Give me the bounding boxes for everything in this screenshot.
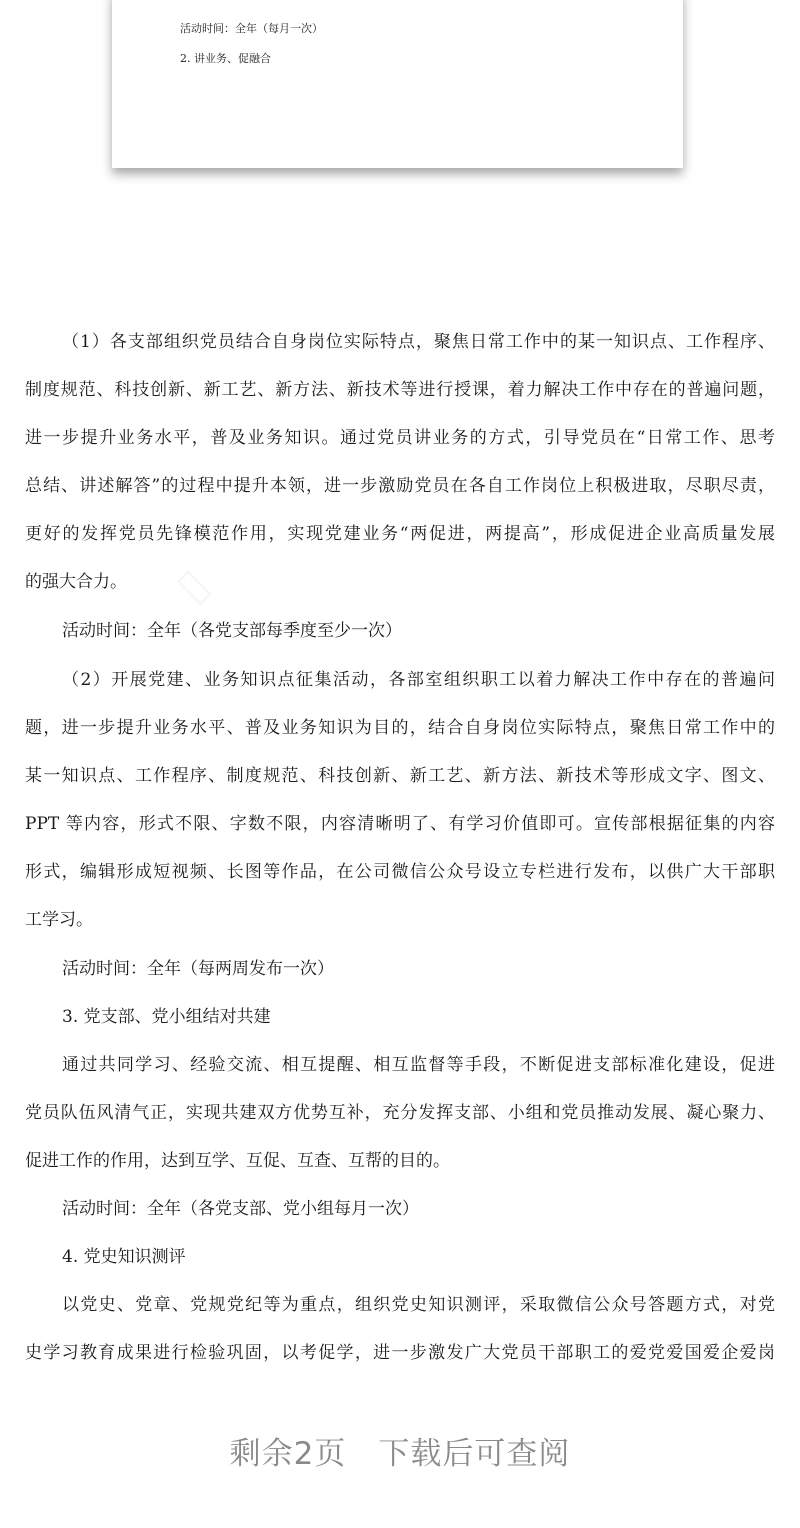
- remaining-pages-notice[interactable]: 剩余2页 下载后可查阅: [229, 1436, 571, 1472]
- section-heading: 4. 党史知识测评: [62, 1247, 186, 1267]
- paragraph-line: PPT 等内容，形式不限、字数不限，内容清晰明了、有学习价值即可。宣传部根据征集的内容: [25, 814, 775, 834]
- paragraph-line: 题，进一步提升业务水平、普及业务知识为目的，结合自身岗位实际特点，聚焦日常工作中的: [25, 718, 775, 738]
- paragraph-line: 形式，编辑形成短视频、长图等作品，在公司微信公众号设立专栏进行发布，以供广大干部职: [25, 862, 775, 882]
- paragraph-line: 党员队伍风清气正，实现共建双方优势互补，充分发挥支部、小组和党员推动发展、凝心聚力、: [25, 1103, 775, 1123]
- paragraph-line: 史学习教育成果进行检验巩固，以考促学，进一步激发广大党员干部职工的爱党爱国爱企爱岗: [25, 1343, 775, 1363]
- activity-time: 活动时间：全年（各党支部、党小组每月一次）: [62, 1199, 419, 1219]
- card-activity-time: 活动时间：全年（每月一次）: [180, 22, 323, 35]
- paragraph-line: 通过共同学习、经验交流、相互提醒、相互监督等手段，不断促进支部标准化建设，促进: [62, 1055, 775, 1075]
- preview-page-card: [112, 0, 683, 168]
- paragraph-line: （2）开展党建、业务知识点征集活动，各部室组织职工以着力解决工作中存在的普遍问: [62, 670, 775, 690]
- paragraph-line: 总结、讲述解答”的过程中提升本领，进一步激励党员在各自工作岗位上积极进取，尽职尽责，: [25, 476, 775, 496]
- activity-time: 活动时间：全年（各党支部每季度至少一次）: [62, 621, 402, 641]
- paragraph-line: 制度规范、科技创新、新工艺、新方法、新技术等进行授课，着力解决工作中存在的普遍问题，: [25, 380, 775, 400]
- paragraph-line: 工学习。: [25, 910, 93, 930]
- paragraph-line: 某一知识点、工作程序、制度规范、科技创新、新工艺、新方法、新技术等形成文字、图文、: [25, 766, 775, 786]
- paragraph-line: 以党史、党章、党规党纪等为重点，组织党史知识测评，采取微信公众号答题方式，对党: [62, 1295, 775, 1315]
- paragraph-line: （1）各支部组织党员结合自身岗位实际特点，聚焦日常工作中的某一知识点、工作程序、: [62, 332, 775, 352]
- paragraph-line: 更好的发挥党员先锋模范作用，实现党建业务“两促进，两提高”，形成促进企业高质量发展: [25, 524, 775, 544]
- activity-time: 活动时间：全年（每两周发布一次）: [62, 959, 334, 979]
- paragraph-line: 促进工作的作用，达到互学、互促、互查、互帮的目的。: [25, 1151, 450, 1171]
- paragraph-line: 进一步提升业务水平，普及业务知识。通过党员讲业务的方式，引导党员在“日常工作、思考: [25, 428, 775, 448]
- card-section-heading: 2. 讲业务、促融合: [180, 52, 271, 65]
- section-heading: 3. 党支部、党小组结对共建: [62, 1007, 271, 1027]
- paragraph-line: 的强大合力。: [25, 572, 127, 592]
